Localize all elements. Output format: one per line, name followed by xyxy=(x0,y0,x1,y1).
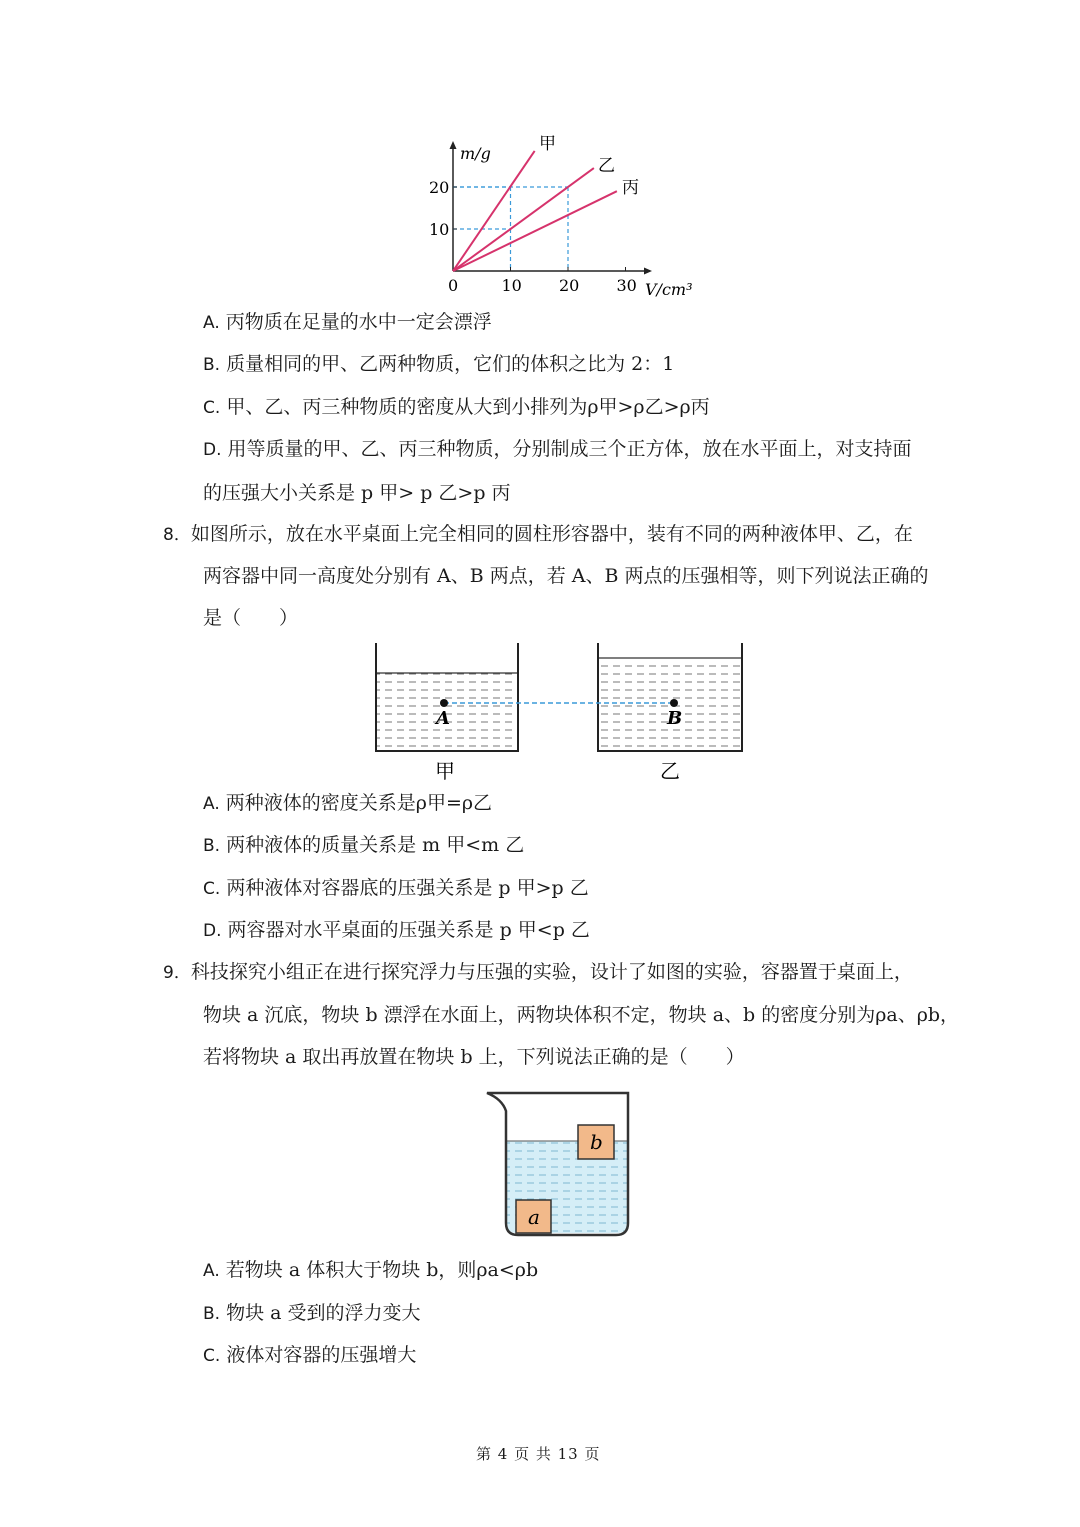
q8-option-d: D. 两容器对水平桌面的压强关系是 p 甲<p 乙 xyxy=(203,919,590,941)
line-label-1: 甲 xyxy=(539,134,556,154)
q8-containers-figure xyxy=(360,638,760,788)
q9-option-b: B. 物块 a 受到的浮力变大 xyxy=(203,1302,421,1324)
q7-option-a-text: 丙物质在足量的水中一定会漂浮 xyxy=(225,311,492,333)
q8-stem-line3: 是（ ） xyxy=(203,607,299,629)
q7-option-d: D. 用等质量的甲、乙、丙三种物质，分别制成三个正方体，放在水平面上，对支持面 xyxy=(203,438,912,460)
x-tick-label-20: 20 xyxy=(559,276,580,295)
series-line-3 xyxy=(453,191,617,271)
q9-stem: 9．科技探究小组正在进行探究浮力与压强的实验，设计了如图的实验，容器置于桌面上， xyxy=(163,961,913,983)
q9-stem-line2: 物块 a 沉底，物块 b 漂浮在水面上，两物块体积不定，物块 a、b 的密度分别为ρa、ρb， xyxy=(203,1004,960,1026)
x-axis-arrow xyxy=(644,268,652,275)
point-b-label: B xyxy=(667,708,683,729)
q8-option-c: C. 两种液体对容器底的压强关系是 p 甲>p 乙 xyxy=(203,877,589,899)
mass-volume-graph xyxy=(415,125,705,305)
container-right xyxy=(598,643,742,751)
block-a xyxy=(516,1200,551,1233)
x-tick-label-10: 10 xyxy=(501,276,522,295)
q9-number: 9． xyxy=(163,963,191,983)
series-line-1 xyxy=(453,151,535,271)
y-tick-label-20: 20 xyxy=(429,178,450,197)
container-right-label: 乙 xyxy=(660,759,680,783)
point-b-dot xyxy=(670,699,678,707)
origin-label: 0 xyxy=(448,276,459,295)
q7-option-d-text: 用等质量的甲、乙、丙三种物质，分别制成三个正方体，放在水平面上，对支持面 xyxy=(227,438,912,460)
q8-stem: 8．如图所示，放在水平桌面上完全相同的圆柱形容器中，装有不同的两种液体甲、乙，在 xyxy=(163,523,913,545)
q8-number: 8． xyxy=(163,525,191,545)
y-axis-label: m/g xyxy=(460,144,491,163)
q8-stem-line2: 两容器中同一高度处分别有 A、B 两点，若 A、B 两点的压强相等，则下列说法正确的 xyxy=(203,565,929,587)
q9-option-c: C. 液体对容器的压强增大 xyxy=(203,1344,417,1366)
x-axis-label: V/cm³ xyxy=(645,280,693,299)
q8-option-a: A. 两种液体的密度关系是ρ甲=ρ乙 xyxy=(203,792,493,814)
point-a-label: A xyxy=(436,708,450,729)
q9-stem-line3: 若将物块 a 取出再放置在物块 b 上，下列说法正确的是（ ） xyxy=(203,1046,745,1068)
line-label-3: 丙 xyxy=(622,178,639,198)
line-label-2: 乙 xyxy=(598,156,615,176)
q7-option-a: A. 丙物质在足量的水中一定会漂浮 xyxy=(203,311,492,333)
series-line-2 xyxy=(453,168,594,271)
block-b-label: b xyxy=(590,1130,603,1154)
q7-option-d-continued: 的压强大小关系是 p 甲> p 乙>p 丙 xyxy=(203,482,511,504)
container-left xyxy=(376,643,518,751)
q9-option-a: A. 若物块 a 体积大于物块 b，则ρa<ρb xyxy=(203,1259,539,1281)
block-a-label: a xyxy=(528,1205,540,1229)
q7-option-c-text: 甲、乙、丙三种物质的密度从大到小排列为ρ甲>ρ乙>ρ丙 xyxy=(226,396,710,418)
point-a-dot xyxy=(440,699,448,707)
block-b xyxy=(578,1125,614,1159)
q8-option-b: B. 两种液体的质量关系是 m 甲<m 乙 xyxy=(203,834,525,856)
page-footer: 第 4 页 共 13 页 xyxy=(476,1445,601,1463)
q7-option-b-text: 质量相同的甲、乙两种物质，它们的体积之比为 2：1 xyxy=(226,353,675,375)
container-left-label: 甲 xyxy=(435,759,455,783)
q7-option-b: B. 质量相同的甲、乙两种物质，它们的体积之比为 2：1 xyxy=(203,353,675,375)
q9-beaker-figure xyxy=(478,1083,640,1243)
y-axis-arrow xyxy=(450,141,457,149)
x-tick-label-30: 30 xyxy=(616,276,637,295)
y-tick-label-10: 10 xyxy=(429,220,450,239)
q7-option-c: C. 甲、乙、丙三种物质的密度从大到小排列为ρ甲>ρ乙>ρ丙 xyxy=(203,396,710,418)
